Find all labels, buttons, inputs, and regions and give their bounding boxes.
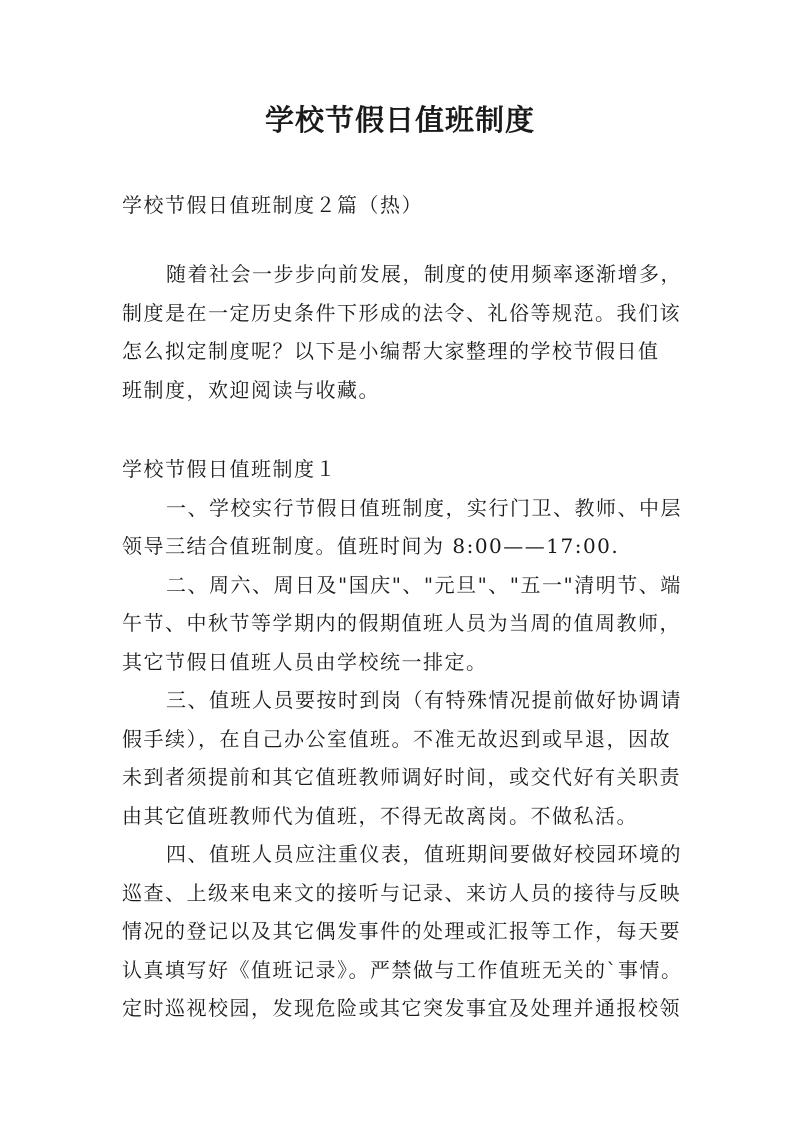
clause-paragraph-1: [122, 489, 697, 566]
clause-line: 午节、中秋节等学期内的假期值班人员为当周的值周教师，: [122, 611, 681, 635]
clause-paragraph-3: [122, 681, 697, 835]
section-1: [122, 450, 697, 1028]
document-subtitle: [122, 186, 697, 225]
clause-line: 二、周六、周日及"国庆"、"元旦"、"五一"清明节、端: [166, 572, 682, 597]
intro-line: 班制度，欢迎阅读与收藏。: [122, 377, 380, 402]
clause-paragraph-4: [122, 835, 697, 1028]
clause-line: 三、值班人员要按时到岗（有特殊情况提前做好协调请: [166, 688, 682, 712]
clause-line: 一、学校实行节假日值班制度，实行门卫、教师、中层: [166, 495, 682, 520]
clause-line: 领导三结合值班制度。值班时间为 8:00——17:00.: [122, 534, 620, 558]
clause-line: 其它节假日值班人员由学校统一排定。: [122, 649, 488, 674]
clause-line: 情况的登记以及其它偶发事件的处理或汇报等工作，每天要: [122, 919, 681, 943]
subtitle-text: 学校节假日值班制度２篇（热）: [122, 193, 423, 217]
section-heading: 学校节假日值班制度１: [122, 457, 337, 481]
intro-line: 怎么拟定制度呢？以下是小编帮大家整理的学校节假日值: [122, 339, 660, 363]
clause-paragraph-2: [122, 566, 697, 682]
clause-line: 定时巡视校园，发现危险或其它突发事宜及处理并通报校领: [122, 996, 681, 1020]
intro-text: [122, 255, 697, 409]
clause-line: 由其它值班教师代为值班，不得无故离岗。不做私活。: [122, 803, 638, 828]
clause-line: 认真填写好《值班记录》。严禁做与工作值班无关的`事情。: [122, 957, 683, 982]
clause-line: 巡查、上级来电来文的接听与记录、来访人员的接待与反映: [122, 880, 681, 905]
document-title: 学校节假日值班制度: [264, 103, 535, 137]
clause-line: 四、值班人员应注重仪表，值班期间要做好校园环境的: [166, 842, 682, 866]
intro-line: 随着社会一步步向前发展，制度的使用频率逐渐增多，: [166, 262, 682, 286]
clause-line: 未到者须提前和其它值班教师调好时间，或交代好有关职责: [122, 765, 681, 789]
intro-line: 制度是在一定历史条件下形成的法令、礼俗等规范。我们该: [122, 300, 681, 325]
clause-line: 假手续），在自己办公室值班。不准无故迟到或早退，因故: [122, 726, 671, 751]
intro-paragraph: [122, 255, 697, 409]
